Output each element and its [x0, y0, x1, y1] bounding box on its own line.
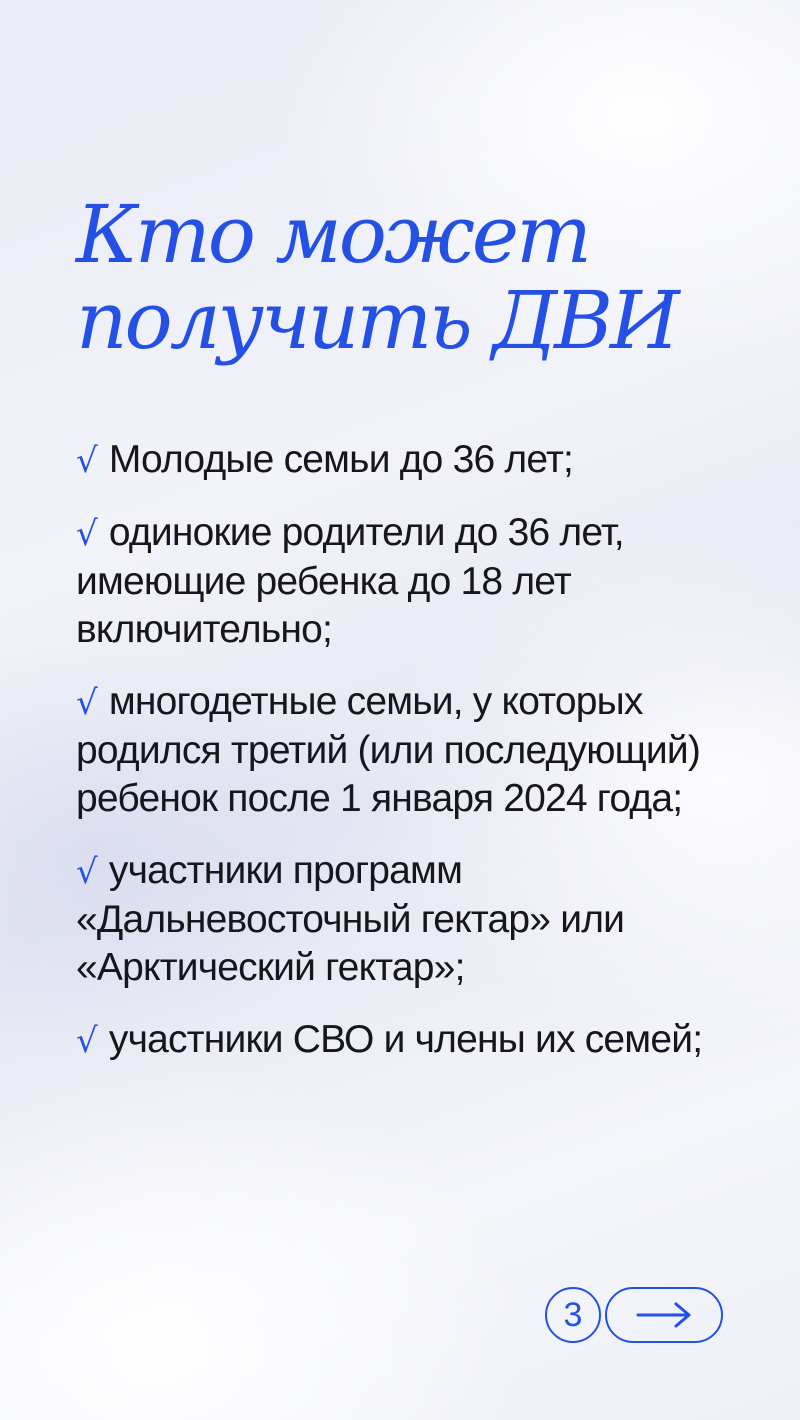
- check-icon: √: [76, 1021, 97, 1061]
- page-number-badge: 3: [545, 1287, 601, 1343]
- pager: [545, 1287, 723, 1343]
- check-icon: √: [76, 441, 97, 481]
- check-icon: √: [76, 683, 97, 723]
- list-item-text: многодетные семьи, у которых родился третий (или последующий) ребенок после 1 января 2024 года;: [76, 680, 701, 820]
- list-item-text: одинокие родители до 36 лет, имеющие ребенка до 18 лет включительно;: [76, 511, 624, 651]
- list-item-text: участники программ «Дальневосточный гектар» или «Арктический гектар»;: [76, 849, 625, 989]
- eligibility-list: [76, 436, 766, 1089]
- list-item: [76, 678, 766, 823]
- list-item: [76, 847, 766, 992]
- list-item: [76, 509, 766, 654]
- check-icon: √: [76, 852, 97, 892]
- list-item: [76, 436, 766, 485]
- page-title: [76, 188, 756, 367]
- check-icon: √: [76, 514, 97, 554]
- title-line-2: получить ДВИ: [76, 274, 677, 367]
- title-line-1: Кто может: [76, 188, 589, 281]
- list-item-text: Молодые семьи до 36 лет;: [108, 438, 574, 481]
- list-item: [76, 1016, 766, 1065]
- list-item-text: участники СВО и члены их семей;: [108, 1018, 703, 1061]
- arrow-right-icon: [634, 1300, 694, 1330]
- next-button[interactable]: [605, 1287, 723, 1343]
